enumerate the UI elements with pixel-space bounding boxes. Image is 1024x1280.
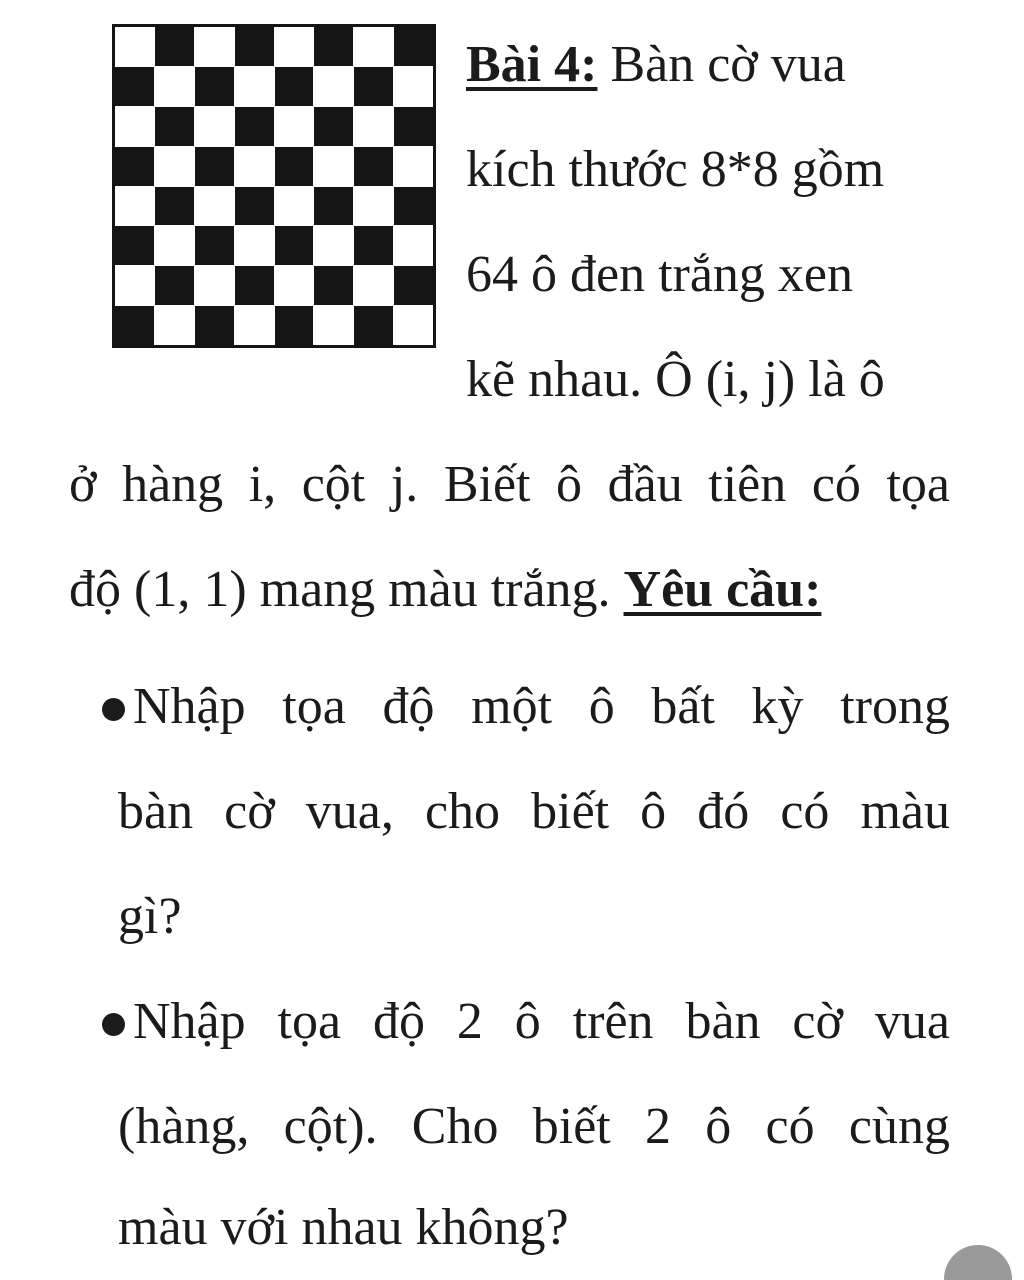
board-cell bbox=[275, 67, 314, 106]
board-cell bbox=[314, 187, 353, 226]
board-cell bbox=[354, 226, 393, 265]
bullet-icon bbox=[102, 1013, 125, 1036]
paragraph-line: kẽ nhau. Ô (i, j) là ô bbox=[466, 351, 885, 408]
bullet-item-2-line: (hàng, cột). Cho biết 2 ô có cùng bbox=[118, 1098, 950, 1155]
board-cell bbox=[394, 147, 433, 186]
board-cell bbox=[314, 67, 353, 106]
chessboard-image bbox=[112, 24, 436, 348]
board-cell bbox=[394, 67, 433, 106]
board-cell bbox=[115, 147, 154, 186]
bullet-item-1-line: Nhập tọa độ một ô bất kỳ trong bbox=[133, 678, 950, 735]
board-cell bbox=[275, 27, 314, 66]
requirement-label: Yêu cầu: bbox=[623, 561, 822, 618]
paragraph-line: ở hàng i, cột j. Biết ô đầu tiên có tọa bbox=[69, 456, 950, 513]
board-cell bbox=[155, 107, 194, 146]
board-cell bbox=[235, 67, 274, 106]
board-cell bbox=[354, 147, 393, 186]
paragraph-line bbox=[69, 560, 821, 620]
board-cell bbox=[155, 147, 194, 186]
bullet-item-1-line: gì? bbox=[118, 888, 182, 945]
board-cell bbox=[354, 27, 393, 66]
board-cell bbox=[115, 67, 154, 106]
board-cell bbox=[195, 187, 234, 226]
board-cell bbox=[394, 306, 433, 345]
board-cell bbox=[115, 266, 154, 305]
board-cell bbox=[354, 306, 393, 345]
board-cell bbox=[354, 107, 393, 146]
board-cell bbox=[394, 107, 433, 146]
board-cell bbox=[275, 306, 314, 345]
paragraph-line: 64 ô đen trắng xen bbox=[466, 246, 854, 303]
board-cell bbox=[195, 107, 234, 146]
board-cell bbox=[235, 27, 274, 66]
board-cell bbox=[354, 187, 393, 226]
board-cell bbox=[115, 107, 154, 146]
board-cell bbox=[155, 27, 194, 66]
board-cell bbox=[155, 187, 194, 226]
board-cell bbox=[155, 67, 194, 106]
board-cell bbox=[275, 226, 314, 265]
paragraph-line: kích thước 8*8 gồm bbox=[466, 141, 885, 198]
board-cell bbox=[235, 226, 274, 265]
board-cell bbox=[314, 27, 353, 66]
board-cell bbox=[354, 67, 393, 106]
board-cell bbox=[115, 226, 154, 265]
board-cell bbox=[314, 107, 353, 146]
bullet-item-1-line: bàn cờ vua, cho biết ô đó có màu bbox=[118, 783, 950, 840]
board-cell bbox=[195, 27, 234, 66]
board-cell bbox=[195, 226, 234, 265]
exercise-label: Bài 4: bbox=[466, 36, 598, 93]
board-cell bbox=[235, 266, 274, 305]
board-cell bbox=[195, 306, 234, 345]
board-cell bbox=[235, 306, 274, 345]
board-cell bbox=[195, 147, 234, 186]
board-cell bbox=[394, 27, 433, 66]
board-cell bbox=[314, 266, 353, 305]
bullet-icon bbox=[102, 698, 125, 721]
board-cell bbox=[195, 266, 234, 305]
board-cell bbox=[275, 187, 314, 226]
board-cell bbox=[235, 147, 274, 186]
board-cell bbox=[394, 226, 433, 265]
board-cell bbox=[275, 266, 314, 305]
scroll-indicator-button[interactable] bbox=[944, 1245, 1012, 1280]
board-cell bbox=[314, 306, 353, 345]
heading-rest-text: Bàn cờ vua bbox=[597, 36, 846, 93]
board-cell bbox=[235, 107, 274, 146]
bullet-item-2-line: màu với nhau không? bbox=[118, 1199, 569, 1256]
board-cell bbox=[314, 226, 353, 265]
paragraph-text: độ (1, 1) mang màu trắng. bbox=[69, 561, 624, 618]
bullet-item-2-line: Nhập tọa độ 2 ô trên bàn cờ vua bbox=[133, 993, 950, 1050]
board-cell bbox=[275, 147, 314, 186]
board-cell bbox=[155, 226, 194, 265]
board-cell bbox=[314, 147, 353, 186]
board-cell bbox=[394, 266, 433, 305]
board-cell bbox=[115, 187, 154, 226]
board-cell bbox=[394, 187, 433, 226]
board-cell bbox=[115, 27, 154, 66]
board-cell bbox=[195, 67, 234, 106]
board-cell bbox=[115, 306, 154, 345]
exercise-heading-line bbox=[466, 35, 846, 95]
board-cell bbox=[155, 306, 194, 345]
board-cell bbox=[275, 107, 314, 146]
board-cell bbox=[155, 266, 194, 305]
board-cell bbox=[235, 187, 274, 226]
board-cell bbox=[354, 266, 393, 305]
